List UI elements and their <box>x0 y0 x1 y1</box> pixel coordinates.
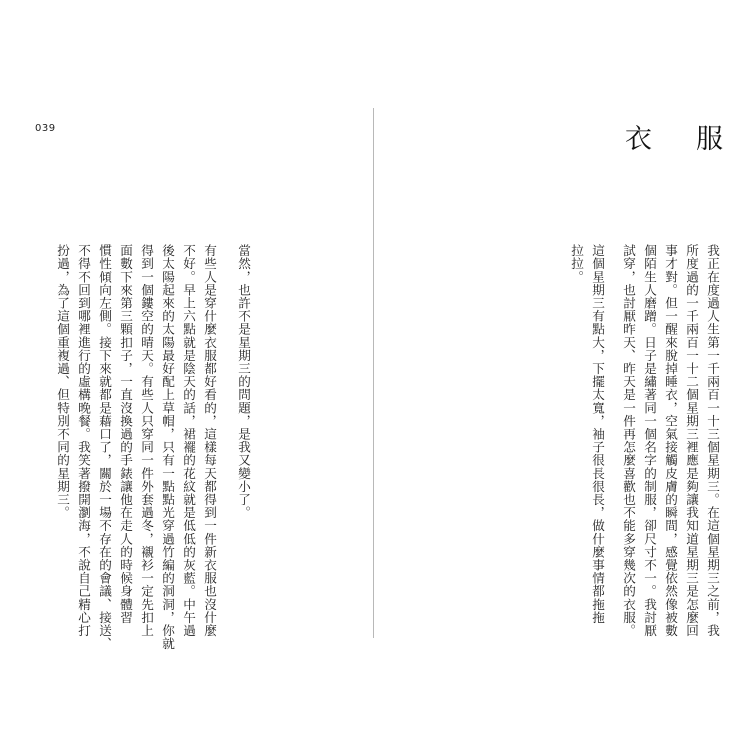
right-text-column-6: 這個星期三有點大，下擺太寬，袖子很長很長，做什麼事情都拖拖 <box>590 244 605 624</box>
right-text-column-4: 個陌生人磨蹭。日子是繡著同一個名字的制服，卻尺寸不一。我討厭 <box>642 244 657 637</box>
page-gutter-divider <box>373 108 374 638</box>
right-text-column-7: 拉拉。 <box>569 244 584 284</box>
right-text-column-3: 事才對。但一醒來脫掉睡衣，空氣接觸皮膚的瞬間，感覺依然像被數 <box>663 244 678 637</box>
right-text-column-1: 我正在度過人生第一千兩百一十三個星期三。在這個星期三之前，我 <box>705 244 720 637</box>
left-text-column-9: 扮過，為了這個重複過、但特別不同的星期三。 <box>55 244 70 520</box>
page-number: 039 <box>35 123 56 134</box>
chapter-title-char-2: 服 <box>696 124 723 155</box>
left-text-column-5: 得到一個鏤空的晴天。有些人只穿同一件外套過冬，襯衫一定先扣上 <box>139 244 154 637</box>
left-text-column-7: 慣性傾向左側。接下來就都是藉口了，關於一場不存在的會議、接送、 <box>97 244 112 651</box>
left-text-column-1: 當然，也許不是星期三的問題，是我又變小了。 <box>236 244 251 520</box>
left-text-column-2: 有些人是穿什麼衣服都好看的，這樣每天都得到一件新衣服也沒什麼 <box>202 244 217 637</box>
left-text-column-4: 後太陽起來的太陽最好配上草帽，只有一點點光穿過竹編的洞洞，你就 <box>160 244 175 651</box>
right-text-column-2: 所度過的一千兩百一十二個星期三裡應是夠讓我知道星期三是怎麼回 <box>684 244 699 637</box>
chapter-title-char-1: 衣 <box>625 124 652 155</box>
left-text-column-6: 面數下來第三顆扣子，一直沒換過的手錶讓他在走人的時候身體習 <box>118 244 133 624</box>
right-text-column-5: 試穿，也討厭昨天、昨天是一件再怎麼喜歡也不能多穿幾次的衣服。 <box>621 244 636 637</box>
left-text-column-8: 不得不回到哪裡進行的虛構晚餐。我笑著撥開瀏海，不說自己精心打 <box>76 244 91 637</box>
left-text-column-3: 不好。早上六點就是陰天的話，裙襬的花紋就是低低的灰藍。中午過 <box>181 244 196 637</box>
